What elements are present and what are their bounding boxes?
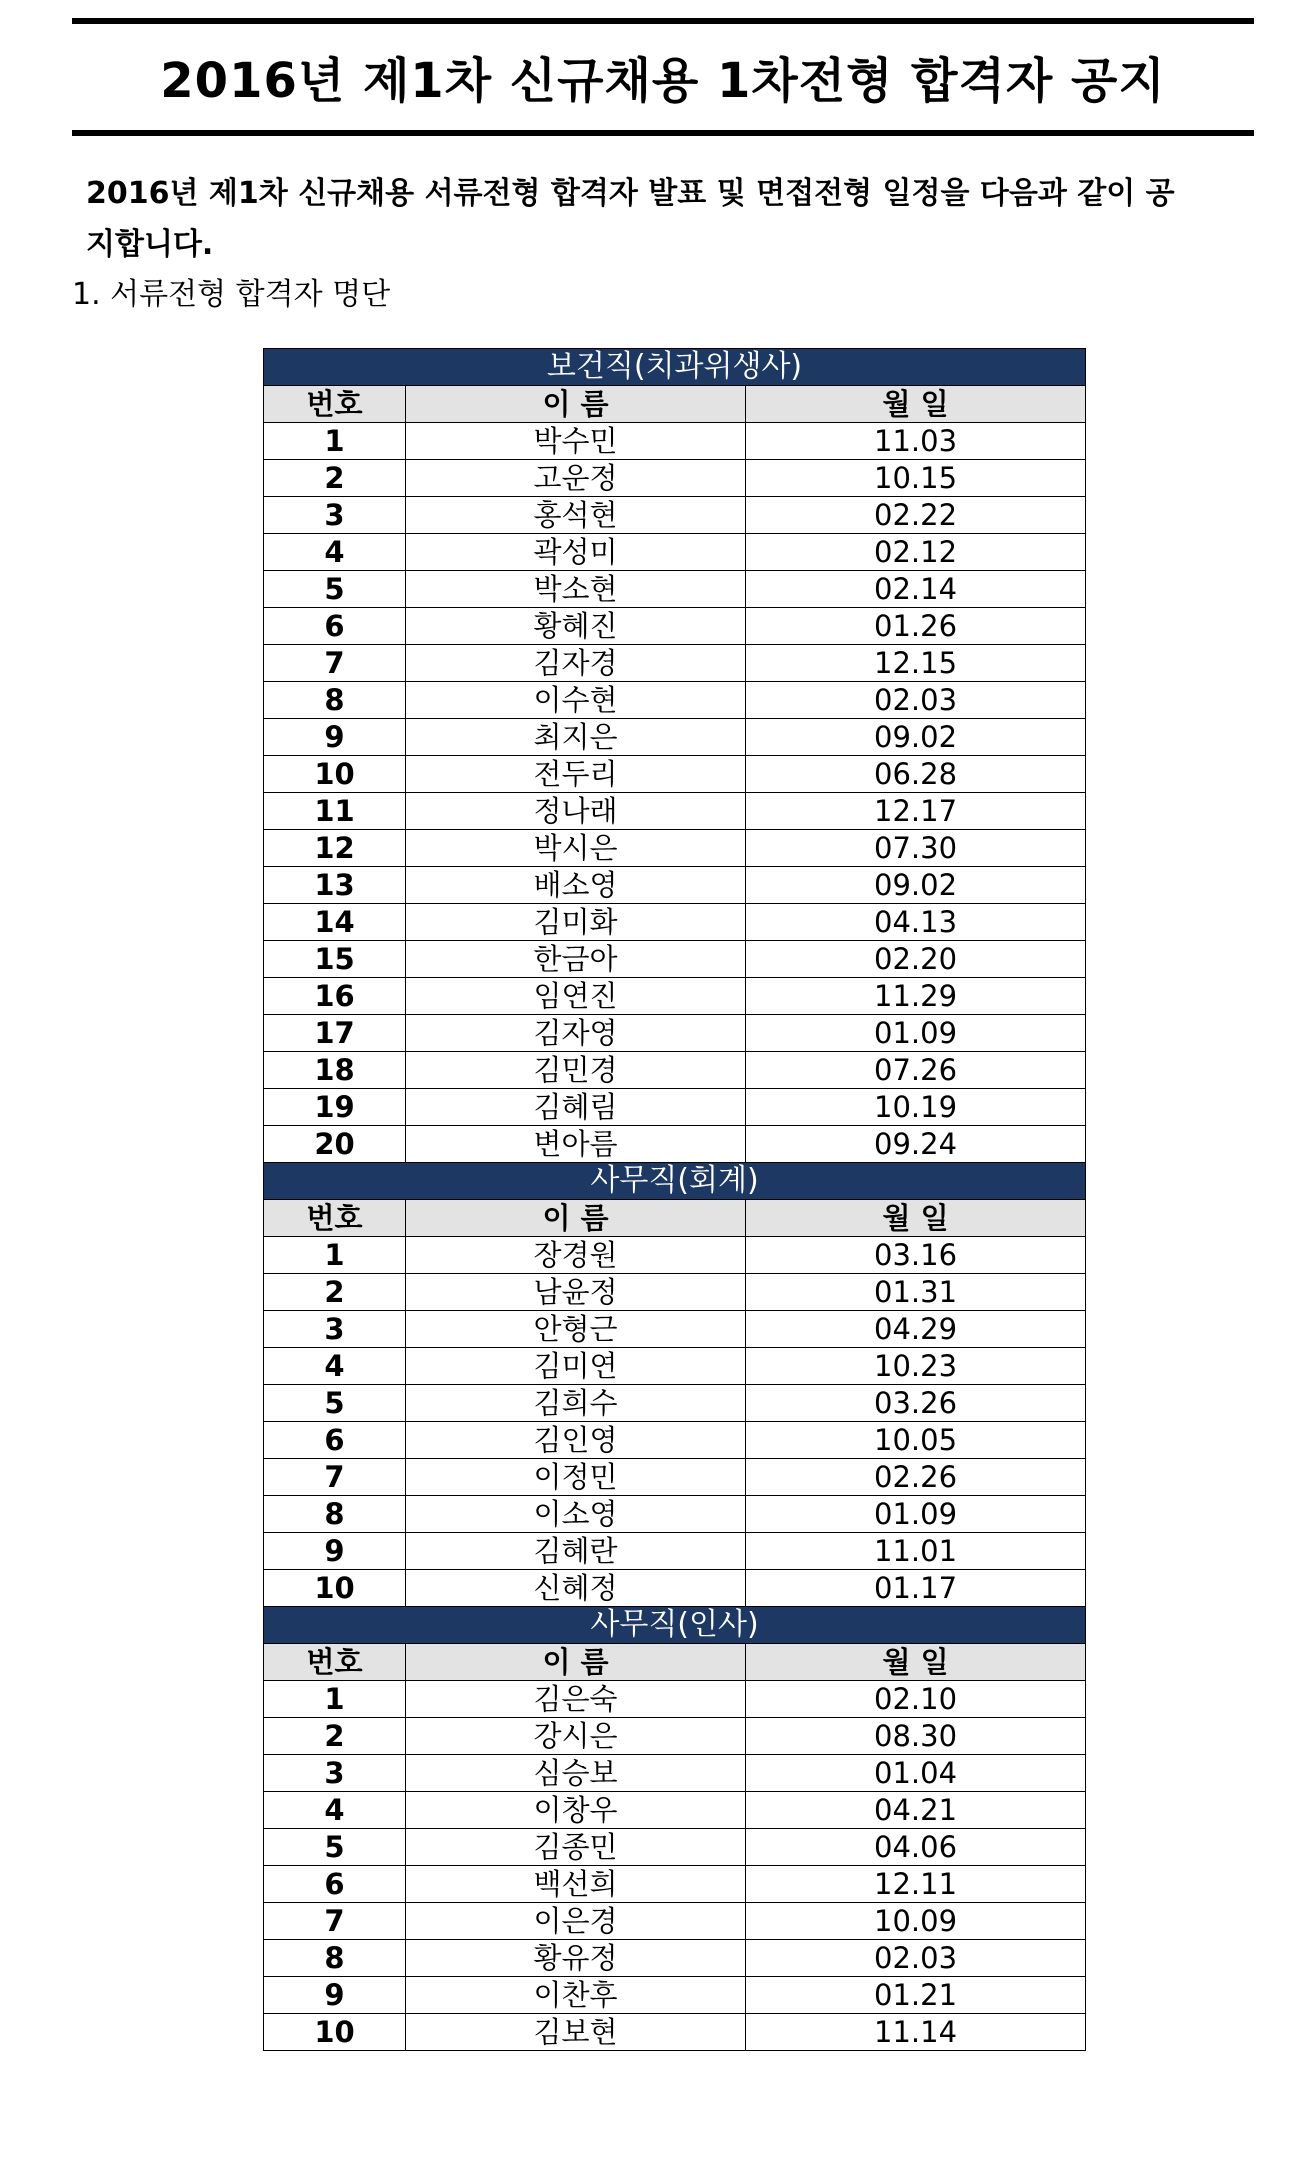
table-row bbox=[264, 534, 1086, 571]
row-date: 09.02 bbox=[746, 719, 1086, 756]
table-row bbox=[264, 830, 1086, 867]
table-row bbox=[264, 1015, 1086, 1052]
row-date: 01.04 bbox=[746, 1755, 1086, 1792]
row-number: 9 bbox=[264, 719, 406, 756]
table-row bbox=[264, 1274, 1086, 1311]
table-row bbox=[264, 1755, 1086, 1792]
row-name: 장경원 bbox=[406, 1237, 746, 1274]
row-number: 6 bbox=[264, 1422, 406, 1459]
row-number: 9 bbox=[264, 1533, 406, 1570]
row-date: 09.02 bbox=[746, 867, 1086, 904]
table-row bbox=[264, 1237, 1086, 1274]
row-date: 01.09 bbox=[746, 1496, 1086, 1533]
table-row bbox=[264, 1681, 1086, 1718]
table-row bbox=[264, 1903, 1086, 1940]
row-date: 02.20 bbox=[746, 941, 1086, 978]
row-date: 01.31 bbox=[746, 1274, 1086, 1311]
row-name: 김미화 bbox=[406, 904, 746, 941]
row-number: 7 bbox=[264, 1903, 406, 1940]
group-header-row bbox=[264, 1163, 1086, 1200]
row-number: 2 bbox=[264, 460, 406, 497]
row-date: 01.26 bbox=[746, 608, 1086, 645]
row-number: 5 bbox=[264, 1829, 406, 1866]
table-row bbox=[264, 1348, 1086, 1385]
intro-paragraph: 2016년 제1차 신규채용 서류전형 합격자 발표 및 면접전형 일정을 다음과 같이 공지합니다. bbox=[86, 176, 1175, 262]
row-name: 남윤정 bbox=[406, 1274, 746, 1311]
row-number: 15 bbox=[264, 941, 406, 978]
row-name: 김보현 bbox=[406, 2014, 746, 2051]
row-date: 04.13 bbox=[746, 904, 1086, 941]
row-date: 06.28 bbox=[746, 756, 1086, 793]
table-row bbox=[264, 571, 1086, 608]
table-row bbox=[264, 423, 1086, 460]
row-name: 김자영 bbox=[406, 1015, 746, 1052]
row-name: 박소현 bbox=[406, 571, 746, 608]
row-date: 11.03 bbox=[746, 423, 1086, 460]
column-header-name: 이 름 bbox=[406, 386, 746, 423]
table-row bbox=[264, 793, 1086, 830]
row-name: 백선희 bbox=[406, 1866, 746, 1903]
table-row bbox=[264, 1533, 1086, 1570]
row-number: 10 bbox=[264, 1570, 406, 1607]
row-number: 11 bbox=[264, 793, 406, 830]
row-number: 18 bbox=[264, 1052, 406, 1089]
group-header-row bbox=[264, 349, 1086, 386]
row-date: 02.10 bbox=[746, 1681, 1086, 1718]
row-number: 1 bbox=[264, 1681, 406, 1718]
group-title: 사무직(회계) bbox=[264, 1163, 1086, 1200]
row-date: 03.16 bbox=[746, 1237, 1086, 1274]
row-name: 전두리 bbox=[406, 756, 746, 793]
column-header-name: 이 름 bbox=[406, 1644, 746, 1681]
row-date: 04.21 bbox=[746, 1792, 1086, 1829]
row-number: 6 bbox=[264, 1866, 406, 1903]
group-title: 사무직(인사) bbox=[264, 1607, 1086, 1644]
row-name: 김미연 bbox=[406, 1348, 746, 1385]
column-header-number: 번호 bbox=[264, 1644, 406, 1681]
row-name: 김종민 bbox=[406, 1829, 746, 1866]
row-date: 10.19 bbox=[746, 1089, 1086, 1126]
table-row bbox=[264, 1422, 1086, 1459]
section-heading: 1. 서류전형 합격자 명단 bbox=[72, 277, 391, 312]
row-name: 홍석현 bbox=[406, 497, 746, 534]
row-name: 이찬후 bbox=[406, 1977, 746, 2014]
row-number: 20 bbox=[264, 1126, 406, 1163]
row-name: 김혜란 bbox=[406, 1533, 746, 1570]
row-name: 이은경 bbox=[406, 1903, 746, 1940]
row-name: 임연진 bbox=[406, 978, 746, 1015]
row-number: 14 bbox=[264, 904, 406, 941]
row-date: 12.11 bbox=[746, 1866, 1086, 1903]
row-date: 02.14 bbox=[746, 571, 1086, 608]
row-number: 8 bbox=[264, 682, 406, 719]
column-header-name: 이 름 bbox=[406, 1200, 746, 1237]
row-number: 7 bbox=[264, 645, 406, 682]
table-row bbox=[264, 1829, 1086, 1866]
table-row bbox=[264, 460, 1086, 497]
row-name: 황유정 bbox=[406, 1940, 746, 1977]
row-date: 01.17 bbox=[746, 1570, 1086, 1607]
row-number: 1 bbox=[264, 1237, 406, 1274]
row-number: 3 bbox=[264, 497, 406, 534]
table-row bbox=[264, 941, 1086, 978]
row-date: 12.17 bbox=[746, 793, 1086, 830]
row-number: 2 bbox=[264, 1718, 406, 1755]
table-row bbox=[264, 1089, 1086, 1126]
row-date: 12.15 bbox=[746, 645, 1086, 682]
row-name: 이정민 bbox=[406, 1459, 746, 1496]
group-header-row bbox=[264, 1607, 1086, 1644]
row-date: 10.15 bbox=[746, 460, 1086, 497]
row-name: 황혜진 bbox=[406, 608, 746, 645]
roster-table bbox=[263, 348, 1086, 2051]
row-number: 5 bbox=[264, 1385, 406, 1422]
row-date: 04.29 bbox=[746, 1311, 1086, 1348]
table-row bbox=[264, 1792, 1086, 1829]
row-date: 04.06 bbox=[746, 1829, 1086, 1866]
row-name: 박시은 bbox=[406, 830, 746, 867]
row-number: 8 bbox=[264, 1496, 406, 1533]
roster-tables bbox=[263, 348, 1085, 2051]
column-header-row bbox=[264, 1200, 1086, 1237]
row-name: 변아름 bbox=[406, 1126, 746, 1163]
table-row bbox=[264, 645, 1086, 682]
table-row bbox=[264, 756, 1086, 793]
row-date: 10.23 bbox=[746, 1348, 1086, 1385]
table-row bbox=[264, 682, 1086, 719]
row-date: 11.01 bbox=[746, 1533, 1086, 1570]
row-name: 안형근 bbox=[406, 1311, 746, 1348]
row-name: 김은숙 bbox=[406, 1681, 746, 1718]
row-date: 02.03 bbox=[746, 682, 1086, 719]
row-name: 곽성미 bbox=[406, 534, 746, 571]
row-name: 심승보 bbox=[406, 1755, 746, 1792]
row-name: 정나래 bbox=[406, 793, 746, 830]
row-name: 이소영 bbox=[406, 1496, 746, 1533]
row-date: 10.05 bbox=[746, 1422, 1086, 1459]
column-header-date: 월 일 bbox=[746, 1644, 1086, 1681]
row-name: 고운정 bbox=[406, 460, 746, 497]
table-row bbox=[264, 1385, 1086, 1422]
row-number: 17 bbox=[264, 1015, 406, 1052]
table-row bbox=[264, 1570, 1086, 1607]
row-name: 김인영 bbox=[406, 1422, 746, 1459]
row-name: 박수민 bbox=[406, 423, 746, 460]
row-date: 11.14 bbox=[746, 2014, 1086, 2051]
table-row bbox=[264, 608, 1086, 645]
row-name: 신혜정 bbox=[406, 1570, 746, 1607]
table-row bbox=[264, 904, 1086, 941]
row-name: 김민경 bbox=[406, 1052, 746, 1089]
row-number: 4 bbox=[264, 534, 406, 571]
row-date: 10.09 bbox=[746, 1903, 1086, 1940]
group-title: 보건직(치과위생사) bbox=[264, 349, 1086, 386]
row-date: 01.09 bbox=[746, 1015, 1086, 1052]
row-name: 김혜림 bbox=[406, 1089, 746, 1126]
row-name: 강시은 bbox=[406, 1718, 746, 1755]
row-number: 19 bbox=[264, 1089, 406, 1126]
table-row bbox=[264, 1311, 1086, 1348]
table-row bbox=[264, 978, 1086, 1015]
column-header-date: 월 일 bbox=[746, 386, 1086, 423]
row-name: 최지은 bbox=[406, 719, 746, 756]
row-number: 3 bbox=[264, 1311, 406, 1348]
row-name: 이수현 bbox=[406, 682, 746, 719]
column-header-number: 번호 bbox=[264, 1200, 406, 1237]
table-row bbox=[264, 1977, 1086, 2014]
row-number: 8 bbox=[264, 1940, 406, 1977]
row-name: 한금아 bbox=[406, 941, 746, 978]
column-header-row bbox=[264, 1644, 1086, 1681]
table-row bbox=[264, 2014, 1086, 2051]
column-header-number: 번호 bbox=[264, 386, 406, 423]
row-date: 03.26 bbox=[746, 1385, 1086, 1422]
bottom-rule bbox=[72, 130, 1254, 136]
row-number: 4 bbox=[264, 1348, 406, 1385]
row-number: 5 bbox=[264, 571, 406, 608]
row-date: 02.12 bbox=[746, 534, 1086, 571]
column-header-row bbox=[264, 386, 1086, 423]
row-date: 09.24 bbox=[746, 1126, 1086, 1163]
row-number: 12 bbox=[264, 830, 406, 867]
row-name: 이창우 bbox=[406, 1792, 746, 1829]
row-date: 11.29 bbox=[746, 978, 1086, 1015]
row-number: 4 bbox=[264, 1792, 406, 1829]
table-row bbox=[264, 497, 1086, 534]
row-date: 08.30 bbox=[746, 1718, 1086, 1755]
row-date: 02.03 bbox=[746, 1940, 1086, 1977]
column-header-date: 월 일 bbox=[746, 1200, 1086, 1237]
page-title: 2016년 제1차 신규채용 1차전형 합격자 공지 bbox=[160, 53, 1166, 109]
table-row bbox=[264, 1496, 1086, 1533]
table-row bbox=[264, 1718, 1086, 1755]
table-row bbox=[264, 1126, 1086, 1163]
row-number: 13 bbox=[264, 867, 406, 904]
table-row bbox=[264, 867, 1086, 904]
row-date: 07.26 bbox=[746, 1052, 1086, 1089]
table-row bbox=[264, 1459, 1086, 1496]
row-number: 7 bbox=[264, 1459, 406, 1496]
row-name: 김희수 bbox=[406, 1385, 746, 1422]
row-number: 3 bbox=[264, 1755, 406, 1792]
row-number: 2 bbox=[264, 1274, 406, 1311]
row-date: 02.26 bbox=[746, 1459, 1086, 1496]
row-name: 김자경 bbox=[406, 645, 746, 682]
row-name: 배소영 bbox=[406, 867, 746, 904]
row-number: 9 bbox=[264, 1977, 406, 2014]
table-row bbox=[264, 719, 1086, 756]
row-number: 10 bbox=[264, 756, 406, 793]
row-date: 01.21 bbox=[746, 1977, 1086, 2014]
table-row bbox=[264, 1052, 1086, 1089]
row-date: 07.30 bbox=[746, 830, 1086, 867]
row-number: 16 bbox=[264, 978, 406, 1015]
table-row bbox=[264, 1866, 1086, 1903]
top-rule bbox=[72, 18, 1254, 24]
row-date: 02.22 bbox=[746, 497, 1086, 534]
row-number: 6 bbox=[264, 608, 406, 645]
table-row bbox=[264, 1940, 1086, 1977]
row-number: 1 bbox=[264, 423, 406, 460]
row-number: 10 bbox=[264, 2014, 406, 2051]
